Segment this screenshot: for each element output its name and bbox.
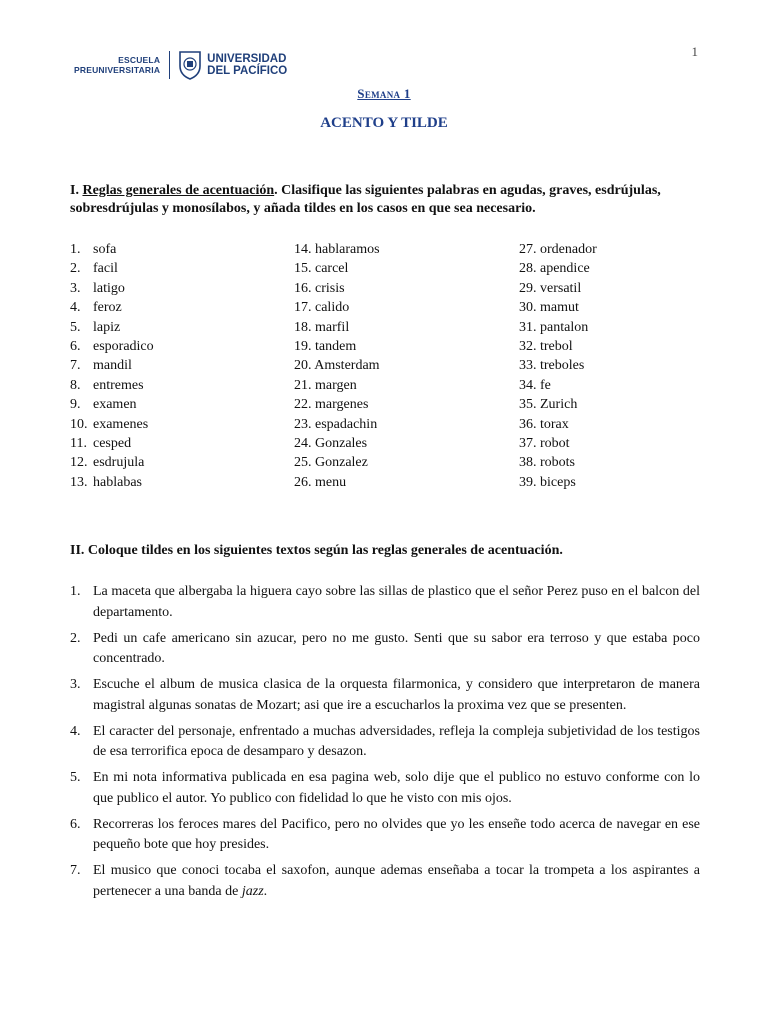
word-number: 32. (519, 338, 537, 354)
word-number: 15. (294, 261, 312, 277)
word-number: 10. (70, 416, 88, 432)
word-number: 1. (70, 242, 81, 257)
text-number: 4. (70, 723, 81, 739)
logo-right-line2: DEL PACÍFICO (207, 65, 288, 77)
word-item (519, 259, 739, 278)
word-text: treboles (540, 358, 585, 374)
word-item (70, 259, 290, 278)
word-number: 5. (70, 319, 81, 335)
text-body: El musico que conoci tocaba el saxofon, aunque ademas enseñaba a tocar la trompeta a los aspirantes a pertenecer a una banda de (93, 863, 700, 899)
text-body: Recorreras los feroces mares del Pacifico, pero no olvides que yo les enseñe todo acerca de navegar en ese pequeño bote que hoy presides. (93, 816, 700, 852)
word-text: tandem (315, 338, 357, 354)
text-italic: jazz (241, 883, 264, 899)
word-text: esdrujula (93, 455, 145, 471)
word-number: 19. (294, 338, 312, 354)
logo-left-text (74, 55, 160, 75)
word-text: Gonzalez (315, 455, 368, 471)
word-text: robot (540, 435, 570, 451)
text-number: 3. (70, 677, 81, 692)
word-column-3 (519, 240, 739, 492)
text-item (70, 675, 700, 716)
word-text: trebol (540, 338, 573, 354)
logo-left-line1: ESCUELA (118, 55, 161, 65)
word-text: cesped (93, 435, 132, 451)
word-number: 17. (294, 300, 312, 316)
logo-right-line1: UNIVERSIDAD (207, 53, 287, 65)
section-2-heading: II. Coloque tildes en los siguientes textos según las reglas generales de acentuación. (70, 543, 563, 558)
word-text: facil (93, 261, 118, 277)
word-number: 21. (294, 377, 312, 393)
word-text: apendice (540, 261, 590, 277)
word-item (519, 395, 739, 414)
word-item (519, 337, 739, 356)
word-number: 38. (519, 455, 537, 471)
word-number: 6. (70, 338, 81, 354)
word-column-1 (70, 240, 290, 492)
text-number: 6. (70, 816, 81, 832)
word-number: 9. (70, 397, 81, 413)
word-number: 8. (70, 377, 81, 393)
word-text: margenes (315, 397, 369, 413)
section-1-instructions: . Clasifique las siguientes palabras en agudas, graves, esdrújulas, sobresdrújulas y monosílabos, y añada tildes en los casos en que sea necesario. (70, 183, 661, 216)
text-body: Escuche el album de musica clasica de la orquesta filarmonica, y considero que interpretaron de manera magistral algunas sonatas de Mozart; asi que ire a escucharlos la proxima vez que se presenten. (93, 677, 700, 713)
word-number: 29. (519, 280, 537, 296)
word-number: 16. (294, 280, 312, 296)
word-item (294, 453, 514, 472)
word-item (519, 376, 739, 395)
word-text: marfil (315, 319, 350, 335)
word-number: 24. (294, 435, 312, 451)
word-number: 27. (519, 242, 537, 257)
word-text: ordenador (540, 242, 597, 257)
text-after: . (263, 883, 268, 899)
page-title: ACENTO Y TILDE (320, 115, 448, 131)
word-item (70, 279, 290, 298)
word-text: versatil (540, 280, 582, 296)
word-item (70, 434, 290, 453)
word-item (70, 240, 290, 259)
word-item (70, 356, 290, 375)
text-number: 5. (70, 770, 81, 785)
logo-divider (169, 51, 170, 79)
word-text: pantalon (540, 319, 589, 335)
word-number: 4. (70, 300, 81, 316)
word-text: latigo (93, 280, 125, 296)
word-text: entremes (93, 377, 144, 393)
word-text: Zurich (540, 397, 578, 413)
section-1-numeral: I. (70, 183, 79, 198)
word-number: 14. (294, 242, 312, 257)
word-number: 7. (70, 358, 81, 374)
text-exercise-list (70, 582, 700, 908)
word-item (294, 240, 514, 259)
word-number: 2. (70, 261, 81, 277)
word-number: 33. (519, 358, 537, 374)
word-text: calido (315, 300, 350, 316)
word-text: espadachin (315, 416, 378, 432)
word-item (519, 356, 739, 375)
word-item (70, 415, 290, 434)
word-text: mandil (93, 358, 132, 374)
text-number: 1. (70, 584, 81, 599)
word-item (294, 279, 514, 298)
word-text: feroz (93, 300, 122, 316)
logo (74, 48, 287, 82)
word-item (294, 473, 514, 492)
word-text: hablaramos (315, 242, 380, 257)
word-item (70, 337, 290, 356)
word-item (70, 376, 290, 395)
logo-right-text (207, 53, 287, 77)
word-number: 34. (519, 377, 537, 393)
word-item (294, 337, 514, 356)
word-item (294, 376, 514, 395)
word-item (519, 415, 739, 434)
text-number: 2. (70, 630, 81, 646)
word-number: 12. (70, 455, 88, 471)
word-item (519, 318, 739, 337)
page-number: 1 (691, 44, 698, 59)
text-item (70, 722, 700, 763)
word-item (70, 395, 290, 414)
section-1-heading (70, 182, 700, 218)
word-number: 22. (294, 397, 312, 413)
word-number: 35. (519, 397, 537, 413)
word-text: torax (540, 416, 569, 432)
word-number: 3. (70, 280, 81, 296)
text-body: La maceta que albergaba la higuera cayo sobre las sillas de plastico que el señor Perez puso en el balcon del departamento. (93, 584, 700, 620)
word-item (519, 453, 739, 472)
word-item (70, 473, 290, 492)
word-text: fe (540, 377, 551, 393)
text-item (70, 629, 700, 670)
word-item (294, 395, 514, 414)
word-item (294, 318, 514, 337)
word-item (519, 473, 739, 492)
word-text: carcel (315, 261, 349, 277)
word-text: hablabas (93, 474, 142, 490)
word-item (519, 240, 739, 259)
text-item (70, 861, 700, 902)
word-number: 31. (519, 319, 537, 335)
word-number: 25. (294, 455, 312, 471)
word-number: 18. (294, 319, 312, 335)
text-body: En mi nota informativa publicada en esa pagina web, solo dije que el publico no estuvo conforme con lo que publico el autor. Yo publico con fidelidad lo que he visto con mis ojos. (93, 770, 700, 806)
word-text: examenes (93, 416, 149, 432)
text-item (70, 815, 700, 856)
word-item (519, 298, 739, 317)
word-number: 39. (519, 474, 537, 490)
word-item (519, 434, 739, 453)
word-item (70, 298, 290, 317)
word-number: 23. (294, 416, 312, 432)
text-body: Pedi un cafe americano sin azucar, pero no me gusto. Senti que su sabor era terroso y que estaba poco concentrado. (93, 630, 700, 666)
text-item (70, 582, 700, 623)
word-text: Amsterdam (314, 358, 380, 374)
word-number: 37. (519, 435, 537, 451)
word-item (70, 318, 290, 337)
logo-left-line2: PREUNIVERSITARIA (74, 65, 161, 75)
word-text: sofa (93, 242, 117, 257)
text-body: El caracter del personaje, enfrentado a muchas adversidades, refleja la compleja subjetividad de los testigos de esa terrorifica epoca de desamparo y desazon. (93, 723, 700, 759)
word-text: biceps (540, 474, 576, 490)
word-text: crisis (315, 280, 345, 296)
word-number: 20. (294, 358, 312, 374)
word-text: menu (315, 474, 347, 490)
word-item (294, 415, 514, 434)
word-text: robots (540, 455, 575, 471)
word-number: 30. (519, 300, 537, 316)
word-number: 36. (519, 416, 537, 432)
word-item (70, 453, 290, 472)
word-item (519, 279, 739, 298)
word-number: 13. (70, 474, 88, 490)
word-item (294, 259, 514, 278)
word-item (294, 298, 514, 317)
text-item (70, 768, 700, 809)
university-shield-icon (178, 50, 202, 80)
word-text: examen (93, 397, 137, 413)
word-number: 26. (294, 474, 312, 490)
text-number: 7. (70, 863, 81, 878)
word-text: esporadico (93, 338, 154, 354)
section-1-underlined: Reglas generales de acentuación (82, 183, 275, 198)
week-label: Semana 1 (357, 86, 411, 101)
word-text: margen (315, 377, 357, 393)
word-item (294, 356, 514, 375)
word-text: lapiz (93, 319, 121, 335)
word-item (294, 434, 514, 453)
word-number: 11. (70, 435, 87, 451)
word-text: mamut (540, 300, 579, 316)
word-text: Gonzales (315, 435, 368, 451)
word-number: 28. (519, 261, 537, 277)
word-column-2 (294, 240, 514, 492)
